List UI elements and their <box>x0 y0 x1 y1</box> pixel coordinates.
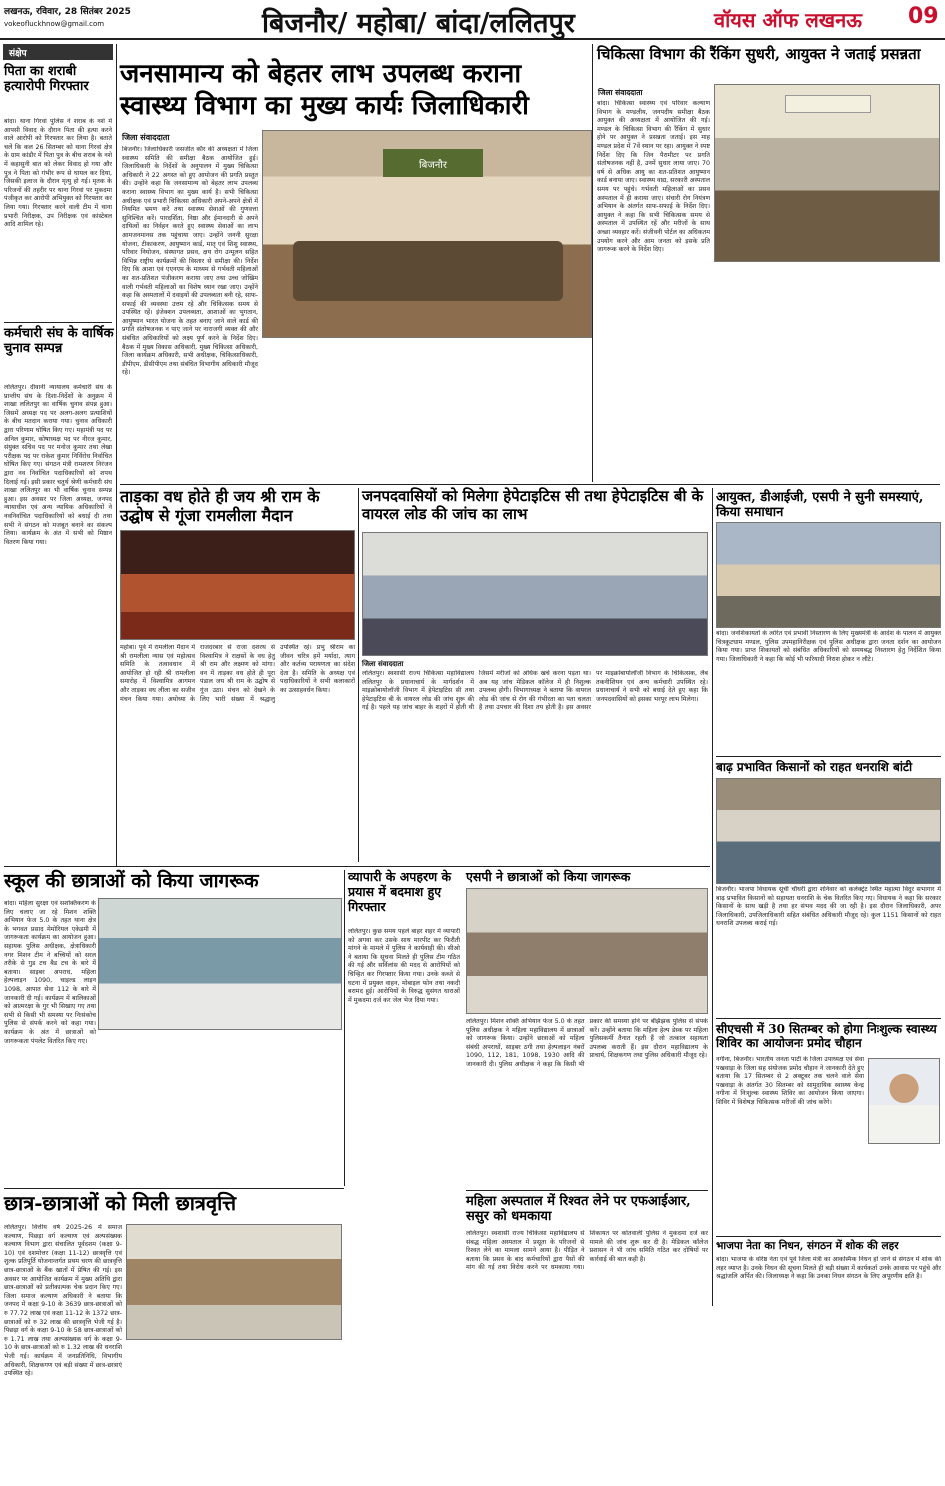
kidnap-body: ललितपुर। कुछ समय पहले बाहर शहर में व्यापारी को अगवा कर उसके साथ मारपीट कर फिरौती मांगने के मामले में पुलिस ने कार्यवाही की। सीओ ने बताया कि सूचना मिलते ही पुलिस टीम गठित की गई और सर्विलांस की मदद से आरोपियों को चिन्हित कर गिरफ्तार किया गया। उनके कब्जे से घटना में प्रयुक्त वाहन, मोबाइल फोन तथा नकदी बरामद हुई। आरोपियों के विरुद्ध सुसंगत धाराओं में मुकदमा दर्ज कर जेल भेज दिया गया। <box>348 928 460 1004</box>
camp-body: नगीना, बिजनौर। भारतीय जनता पार्टी के जिला उपाध्यक्ष एवं सेवा पखवाड़ा के जिला सह संयोजक प्रमोद चौहान ने जानकारी देते हुए बताया कि 17 सितम्बर से 2 अक्टूबर तक चलने वाले सेवा पखवाड़ा के अंतर्गत 30 सितम्बर को सामुदायिक स्वास्थ्य केन्द्र नगीना में निःशुल्क स्वास्थ्य शिविर का आयोजन किया जाएगा। शिविर में विशेषज्ञ चिकित्सक मरीजों की जांच करेंगे। <box>716 1056 864 1106</box>
scholarship-body-cont <box>126 1342 342 1482</box>
sp-photo <box>466 888 708 1014</box>
bribe-body: ललितपुर। स्वशासी राज्य चिकित्सा महाविद्यालय से संबद्ध महिला अस्पताल में प्रसूता के परिजनों से रिश्वत लेने का मामला सामने आया है। पीड़ित ने बताया कि प्रसव के बाद कर्मचारियों द्वारा पैसों की मांग की गई तथा विरोध करने पर धमकाया गया। शिकायत पर कोतवाली पुलिस ने मुकदमा दर्ज कर मामले की जांच शुरू कर दी है। मेडिकल कॉलेज प्रशासन ने भी जांच समिति गठित कर दोषियों पर कार्रवाई की बात कही है। <box>466 1230 708 1272</box>
page-header <box>0 0 945 40</box>
brief-1-headline: पिता का शराबी हत्यारोपी गिरफ्तार <box>4 64 89 95</box>
brief-tag: संक्षेप <box>3 44 113 60</box>
brief-2-headline: कर्मचारी संघ के वार्षिक चुनाव सम्पन्न <box>4 326 114 357</box>
divider <box>4 322 112 323</box>
hepatitis-headline: जनपदवासियों को मिलेगा हेपेटाइटिस सी तथा हेपेटाइटिस बी के वायरल लोड की जांच का लाभ <box>362 487 704 523</box>
kidnap-headline: व्यापारी के अपहरण के प्रयास में बदमाश हुए गिरफ्तार <box>348 869 452 914</box>
scholarship-body: ललितपुर। वित्तीय वर्ष 2025-26 में समाज कल्याण, पिछड़ा वर्ग कल्याण एवं अल्पसंख्यक कल्याण विभाग द्वारा संचालित पूर्वदशम (कक्षा 9-10) एवं दशमोत्तर (कक्षा 11-12) छात्रवृत्ति एवं शुल्क प्रतिपूर्ति योजनान्तर्गत प्रथम चरण की छात्रवृत्ति छात्र-छात्राओं के बैंक खातों में प्रेषित की गई। इस अवसर पर आयोजित कार्यक्रम में मुख्य अतिथि द्वारा छात्र-छात्राओं को प्रतीकात्मक चेक प्रदान किए गए। जिला समाज कल्याण अधिकारी ने बताया कि जनपद में कक्षा 9-10 के 3639 छात्र-छात्राओं को रु 77.72 लाख एवं कक्षा 11-12 के 1372 छात्र-छात्राओं को रु 32 लाख की छात्रवृत्ति भेजी गई है। पिछड़ा वर्ग के कक्षा 9-10 के 58 छात्र-छात्राओं को रु 1.71 लाख तथा अल्पसंख्यक वर्ग के कक्षा 9-10 के छात्र-छात्राओं को रु 1.32 लाख की धनराशि भेजी गई। कार्यक्रम में जनप्रतिनिधि, विभागीय अधिकारी, शिक्षकगण एवं बड़ी संख्या में छात्र-छात्राएं उपस्थित रहे। <box>4 1224 122 1378</box>
column-divider <box>712 488 713 1306</box>
school-body: बांदा। महिला सुरक्षा एवं सशक्तिकरण के लिए चलाए जा रहे मिशन शक्ति अभियान फेज 5.0 के तहत थाना क्षेत्र के भगवत प्रसाद मेमोरियल एकेडमी में जागरूकता कार्यक्रम का आयोजन हुआ। सहायक पुलिस अधीक्षक, क्षेत्राधिकारी नगर मिशन टीम ने बच्चियों को सरल तरीके से गुड टच बैड टच के बारे में बताया। साइबर अपराध, महिला हेल्पलाइन 1090, चाइल्ड लाइन 1098, आपात सेवा 112 के बारे में जानकारी दी गई। कार्यक्रम में बालिकाओं को आत्मरक्षा के गुर भी सिखाए गए तथा सभी से किसी भी समस्या पर निःसंकोच पुलिस से संपर्क करने को कहा गया। कार्यक्रम के अंत में छात्राओं को जागरूकता पंपलेट वितरित किए गए। <box>4 900 96 1045</box>
column-divider <box>358 488 359 862</box>
commissioner-photo <box>716 522 941 628</box>
commissioner-headline: आयुक्त, डीआईजी, एसपी ने सुनी समस्याएं, किया समाधान <box>716 490 924 521</box>
school-headline: स्कूल की छात्राओं को किया जागरूक <box>4 870 259 892</box>
dateline: लखनऊ, रविवार, 28 सितंबर 2025 <box>4 7 131 17</box>
column-divider <box>344 870 345 1186</box>
sp-body: ललितपुर। मिशन शक्ति अभियान फेज 5.0 के तहत पुलिस अधीक्षक ने महिला महाविद्यालय में छात्राओं को जागरूक किया। उन्होंने छात्राओं को महिला संबंधी अपराधों, साइबर ठगी तथा हेल्पलाइन नंबरों 1090, 112, 181, 1098, 1930 आदि की जानकारी दी। पुलिस अधीक्षक ने कहा कि किसी भी प्रकार की समस्या होने पर बेझिझक पुलिस से संपर्क करें। उन्होंने बताया कि महिला हेल्प डेस्क पर महिला पुलिसकर्मी तैनात रहती हैं जो तत्काल सहायता उपलब्ध कराती हैं। इस दौरान महाविद्यालय के प्राचार्य, शिक्षकगण तथा पुलिस अधिकारी मौजूद रहे। <box>466 1018 708 1068</box>
scholarship-photo <box>126 1224 342 1340</box>
lead-body-cont <box>262 342 592 482</box>
school-photo <box>98 898 342 1030</box>
brief-2-body: ललितपुर। दीवानी न्यायालय कर्मचारी संघ के प्रान्तीय संघ के दिशा-निर्देशों के अनुक्रम में शाखा ललितपुर का वार्षिक चुनाव संपन्न हुआ। जिसमें अध्यक्ष पद पर अलग-अलग प्रत्याशियों के बीच मतदान कराया गया। चुनाव अधिकारी द्वारा परिणाम घोषित किए गए। महामंत्री पद पर अनिल कुमार, कोषाध्यक्ष पद पर नीरज कुमार, संयुक्त सचिव पद पर मनोज कुमार तथा लेखा परीक्षक पद पर राकेश कुमार निर्विरोध निर्वाचित घोषित किए गए। संगठन मंत्री रामशरण निरंजन द्वारा नव निर्वाचित पदाधिकारियों को शपथ दिलाई गई। इसी प्रकार चतुर्थ श्रेणी कर्मचारी संघ शाखा ललितपुर का भी वार्षिक चुनाव सम्पन्न हुआ। इस अवसर पर जिला अध्यक्ष, जनपद न्यायाधीश एवं अन्य न्यायिक अधिकारियों ने नवनिर्वाचित पदाधिकारियों को बधाई दी तथा सभी ने संगठन को मजबूत बनाने का संकल्प लिया। कार्यक्रम के अंत में सभी को मिष्ठान वितरण किया गया। <box>4 384 112 546</box>
lead-byline: जिला संवाददाता <box>122 133 170 142</box>
masthead: वॉयस ऑफ लखनऊ <box>714 8 862 32</box>
school-body-cont <box>98 1032 342 1184</box>
column-divider <box>116 44 117 866</box>
rank-body-cont <box>714 266 940 482</box>
hepatitis-byline: जिला संवाददाता <box>362 660 404 668</box>
ramleela-body: महोबा। पूर्व में रामलीला मैदान में श्री रामलीला न्यास एवं महोत्सव समिति के तत्वावधान में आयोजित हो रही श्री रामलीला समारोह में विश्वामित्र आगमन और ताड़का वध लीला का सजीव मंचन किया गया। अयोध्या के राजदरबार से राजा दशरथ से विश्वामित्र ने राक्षसों के वध हेतु श्री राम और लक्ष्मण को मांगा। वन में ताड़का वध होते ही पूरा पंडाल जय श्री राम के उद्घोष से गूंज उठा। मंचन को देखने के लिए भारी संख्या में श्रद्धालु उपस्थित रहे। प्रभु श्रीराम का जीवन चरित्र हमें मर्यादा, त्याग और कर्तव्य परायणता का संदेश देता है। समिति के अध्यक्ष एवं पदाधिकारियों ने सभी कलाकारों का उत्साहवर्धन किया। <box>120 644 355 703</box>
rank-photo <box>714 84 940 262</box>
lead-headline: जनसामान्य को बेहतर लाभ उपलब्ध कराना स्वास्थ्य विभाग का मुख्य कार्यः जिलाधिकारी <box>120 59 529 121</box>
camp-headline: सीएचसी में 30 सितम्बर को होगा निःशुल्क स्वास्थ्य शिविर का आयोजनः प्रमोद चौहान <box>716 1022 937 1051</box>
flood-photo <box>716 778 941 884</box>
brief-1-body: बांदा। थाना गिरवां पुलिस ने शराब के नशे में आपसी विवाद के दौरान पिता की हत्या करने वाले आरोपी को गिरफ्तार कर लिया है। बताते चलें कि कल 26 सितम्बर को थाना गिरवां क्षेत्र के ग्राम कांडौर में पिता पुत्र के बीच शराब के नशे में कहासुनी बात को लेकर विवाद हो गया और पुत्र ने पिता को गंभीर रूप से घायल कर दिया, जिसकी इलाज के दौरान मृत्यु हो गई। मृतक के परिजनों की तहरीर पर थाना गिरवां पर मुकदमा पंजीकृत कर आरोपी अभियुक्त को गिरफ्तार कर लिया गया। गिरफ्तार करने वाली टीम में थाना प्रभारी निरीक्षक, उप निरीक्षक एवं कांस्टेबल आदि शामिल रहे। <box>4 118 112 229</box>
divider <box>4 1188 344 1189</box>
scholarship-headline: छात्र-छात्राओं को मिली छात्रवृत्ति <box>4 1191 237 1215</box>
email[interactable]: vokeofluckhnow@gmail.com <box>4 20 105 28</box>
divider <box>466 1190 708 1191</box>
commissioner-body: बांदा। जनशिकायतों के त्वरित एवं प्रभावी निस्तारण के लिए मुख्यमंत्री के आदेश के पालन में आयुक्त चित्रकूटधाम मण्डल, पुलिस उपमहानिरीक्षक एवं पुलिस अधीक्षक द्वारा जनता दर्शन का आयोजन किया गया। प्राप्त शिकायतों को संबंधित अधिकारियों को समयबद्ध निस्तारण हेतु निर्देशित किया गया। जिलाधिकारी ने कहा कि कोई भी फरियादी निराश होकर न लौटे। <box>716 630 941 663</box>
rank-byline: जिला संवाददाता <box>598 88 643 97</box>
section-title: बिजनौर/ महोबा/ बांदा/ललितपुर <box>262 8 575 39</box>
ramleela-headline: ताड़का वध होते ही जय श्री राम के उद्घोष से गूंजा रामलीला मैदान <box>120 487 320 525</box>
bjp-headline: भाजपा नेता का निधन, संगठन में शोक की लहर <box>716 1240 899 1252</box>
lead-photo-banner: बिजनौर <box>383 149 483 177</box>
page-number: 09 <box>908 4 939 29</box>
lead-body: बिजनौर। जिलाधिकारी जसजीत कौर की अध्यक्षता में जिला स्वास्थ्य समिति की समीक्षा बैठक आयोजित हुई। जिलाधिकारी के निर्देशों के अनुपालन में मुख्य चिकित्सा अधिकारी ने 22 अगस्त को हुए आयोजन की प्रगति प्रस्तुत की। उन्होंने कहा कि जनसामान्य को बेहतर लाभ उपलब्ध कराना स्वास्थ्य विभाग का मुख्य कार्य है। सभी चिकित्सा अधीक्षक एवं प्रभारी चिकित्सा अधिकारी अपने-अपने क्षेत्रों में नियमित भ्रमण करें तथा स्वास्थ्य सेवाओं की गुणवत्ता सुनिश्चित करें। पारदर्शिता, निष्ठा और ईमानदारी से अपने दायित्वों का निर्वहन करते हुए स्वास्थ्य सेवाओं का लाभ आमजनमानस तक पहुंचाया जाए। उन्होंने जननी सुरक्षा योजना, टीकाकरण, आयुष्मान कार्ड, मातृ एवं शिशु स्वास्थ्य, परिवार नियोजन, संस्थागत प्रसव, क्षय रोग उन्मूलन सहित विभिन्न राष्ट्रीय कार्यक्रमों की विस्तार से समीक्षा की। निर्देश दिए कि आशा एवं एएनएम के माध्यम से गर्भवती महिलाओं का शत-प्रतिशत पंजीकरण कराया जाए तथा उच्च जोखिम वाली गर्भवती महिलाओं का विशेष ध्यान रखा जाए। उन्होंने कहा कि अस्पतालों में दवाइयों की उपलब्धता बनी रहे, साफ-सफाई की व्यवस्था उत्तम रहे और चिकित्सक समय से उपस्थित रहें। इंजेक्शन उपलब्धता, आशाओं का भुगतान, आयुष्मान भारत योजना के तहत बनाए जाने वाले कार्ड की प्रगति संतोषजनक न पाए जाने पर नाराजगी व्यक्त की और संबंधित अधिकारियों को लक्ष्य पूर्ण करने के निर्देश दिए। बैठक में मुख्य विकास अधिकारी, मुख्य चिकित्सा अधिकारी, जिला कार्यक्रम अधिकारी, सभी अधीक्षक, चिकित्साधिकारी, डीपीएम, डीसीपीएम तथा संबंधित विभागीय अधिकारी मौजूद रहे। <box>122 146 258 377</box>
divider <box>4 866 710 867</box>
flood-headline: बाढ़ प्रभावित किसानों को राहत धनराशि बांटी <box>716 760 913 774</box>
divider <box>716 1018 941 1019</box>
bjp-body: बांदा। भाजपा के वरिष्ठ नेता एवं पूर्व जिला मंत्री का आकस्मिक निधन हो जाने से संगठन में शोक की लहर व्याप्त है। उनके निधन की सूचना मिलते ही बड़ी संख्या में कार्यकर्ता उनके आवास पर पहुंचे और श्रद्धांजलि अर्पित की। जिलाध्यक्ष ने कहा कि उनका निधन संगठन के लिए अपूरणीय क्षति है। <box>716 1256 941 1281</box>
bribe-headline: महिला अस्पताल में रिश्वत लेने पर एफआईआर, ससुर को धमकाया <box>466 1194 691 1225</box>
camp-portrait <box>868 1058 940 1144</box>
hepatitis-photo <box>362 532 708 656</box>
rank-headline: चिकित्सा विभाग की रैंकिंग सुधरी, आयुक्त ने जताई प्रसन्नता <box>597 45 921 63</box>
divider <box>716 756 941 757</box>
lead-photo <box>262 130 592 338</box>
divider <box>716 1236 941 1237</box>
sp-headline: एसपी ने छात्राओं को किया जागरूक <box>466 869 631 884</box>
column-divider <box>592 44 593 482</box>
hepatitis-body: ललितपुर। स्वशासी राज्य चिकित्सा महाविद्यालय ललितपुर के प्रधानाचार्य के मार्गदर्शन में माइक्रोबायोलॉजी विभाग में हेपेटाइटिस सी तथा हेपेटाइटिस बी के वायरल लोड की जांच शुरू की गई है। पहले यह जांच बाहर के शहरों में होती थी जिसमें मरीजों को अधिक खर्च करना पड़ता था। अब यह जांच मेडिकल कॉलेज में ही निशुल्क उपलब्ध होगी। विभागाध्यक्ष ने बताया कि वायरल लोड की जांच से रोग की गंभीरता का पता चलता है तथा उपचार की दिशा तय होती है। इस अवसर पर माइक्रोबायोलॉजी विभाग के चिकित्सक, लैब तकनीशियन एवं अन्य कर्मचारी उपस्थित रहे। प्रधानाचार्य ने सभी को बधाई देते हुए कहा कि जनपदवासियों को इसका भरपूर लाभ मिलेगा। <box>362 670 708 712</box>
divider <box>120 484 940 485</box>
ramleela-photo <box>120 530 355 640</box>
flood-body: बिजनौर। भाजपा विधायक सूची चौधरी द्वारा शनिवार को कलेक्ट्रेट स्थित महात्मा विदुर सभागार में बाढ़ प्रभावित किसानों को सहायता धनराशि के चेक वितरित किए गए। विधायक ने कहा कि सरकार किसानों के साथ खड़ी है तथा हर संभव मदद की जा रही है। इस दौरान जिलाधिकारी, अपर जिलाधिकारी, उपजिलाधिकारी सहित संबंधित अधिकारी मौजूद रहे। कुल 1151 किसानों को राहत धनराशि उपलब्ध कराई गई। <box>716 886 941 928</box>
rank-body: बांदा। चिकित्सा स्वास्थ्य एवं परिवार कल्याण विभाग के मण्डलीय, जनपदीय समीक्षा बैठक आयुक्त की अध्यक्षता में आयोजित की गई। मण्डल के चिकित्सा विभाग की रैंकिंग में सुधार होने पर आयुक्त ने प्रसन्नता जताई। इस माह मण्डल प्रदेश में 7वें स्थान पर रहा। आयुक्त ने स्पष्ट निर्देश दिए कि जिन पैरामीटर पर प्रगति संतोषजनक नहीं है, उनमें सुधार लाया जाए। 70 वर्ष से अधिक आयु का शत-प्रतिशत आयुष्मान कार्ड बनाया जाए। स्वास्थ्य वाद्य, सरकारी अस्पताल समय पर पहुंचे। गर्भवती महिलाओं का प्रसव अस्पताल में ही कराया जाए। संचारी रोग नियंत्रण अभियान के अंतर्गत साफ-सफाई के निर्देश दिए। आयुक्त ने कहा कि सभी चिकित्सक समय से अस्पताल में उपस्थित रहें और मरीजों के साथ अच्छा व्यवहार करें। संजीवनी पोर्टल का अधिकतम उपयोग करने और आम जनता को इसके प्रति जागरूक करने के निर्देश दिए। <box>597 100 710 254</box>
